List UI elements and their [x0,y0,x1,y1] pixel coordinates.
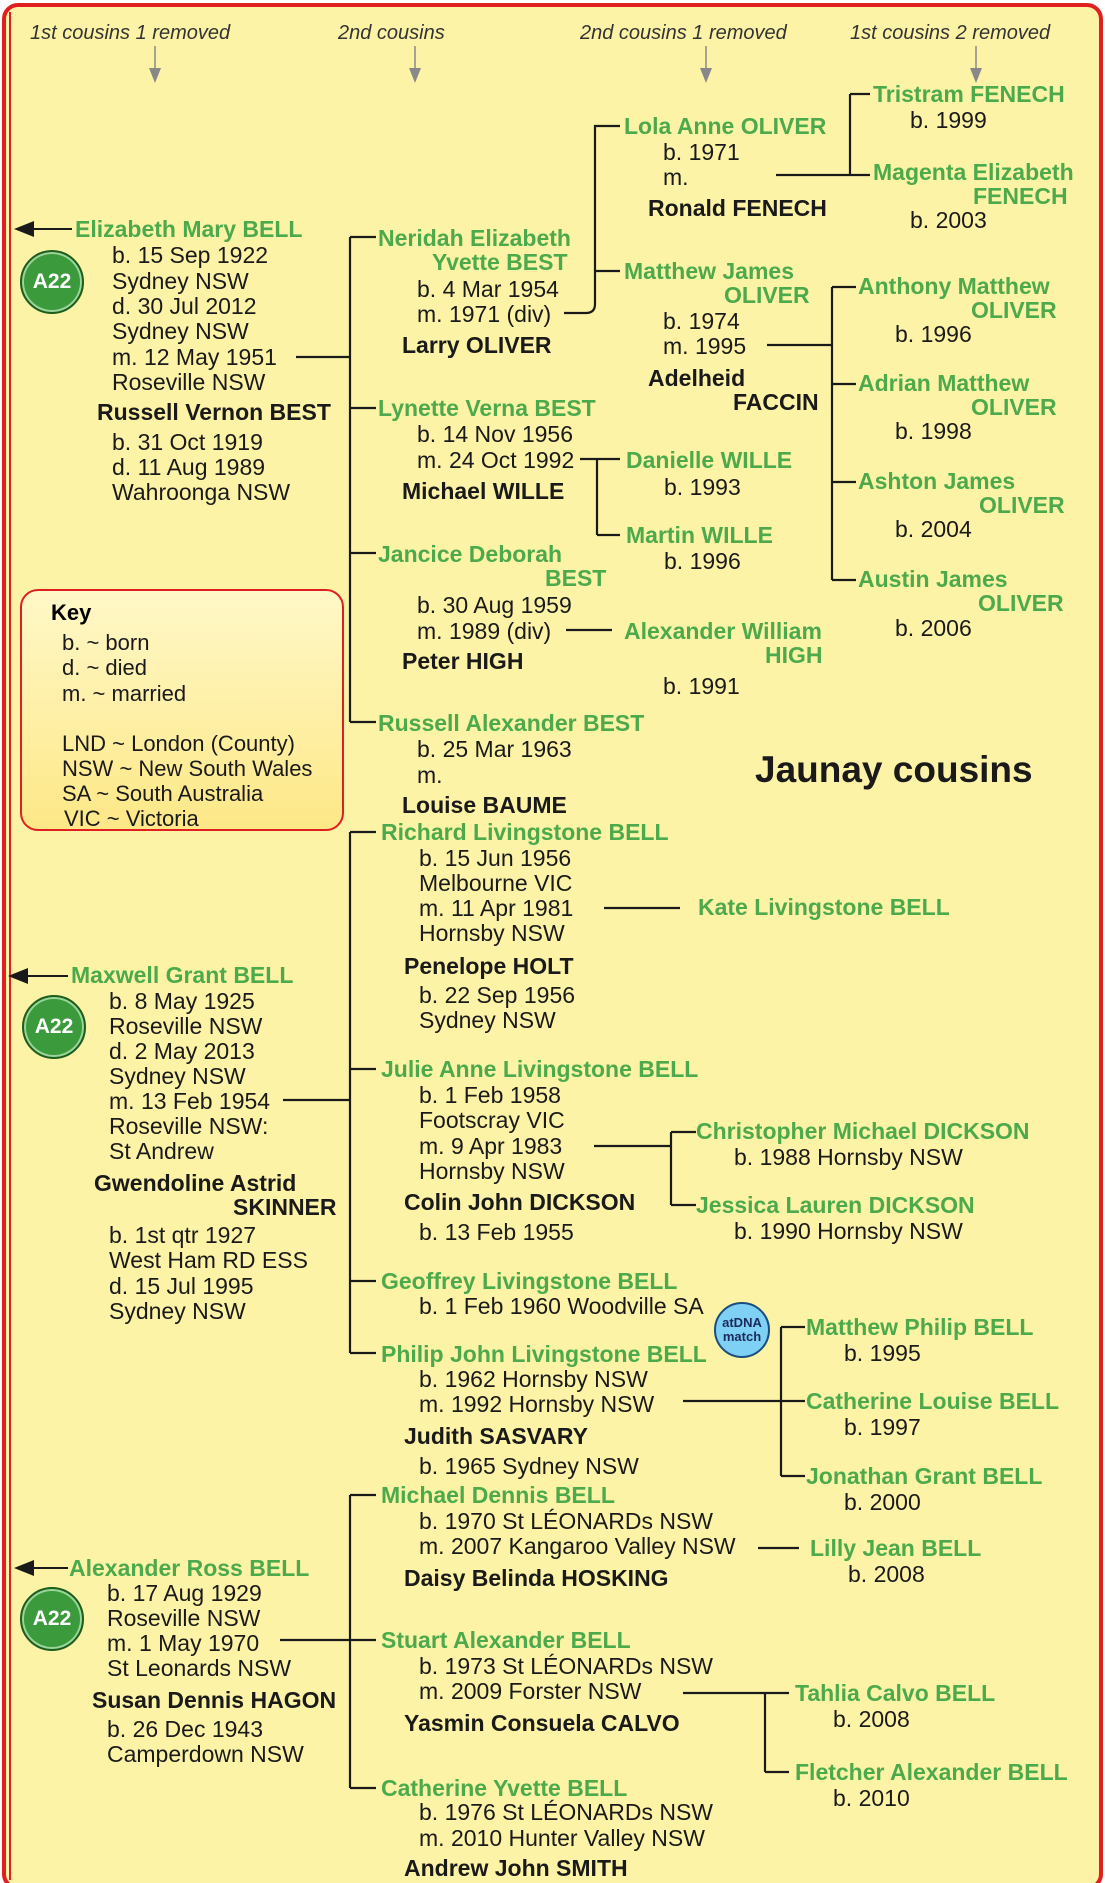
spouse-name: Colin John DICKSON [404,1189,636,1215]
person-name: Tahlia Calvo BELL [795,1680,996,1706]
ancestor-detail: d. 2 May 2013 [109,1038,255,1064]
spouse-name: Michael WILLE [402,478,565,504]
person-detail: b. 1971 [663,139,740,165]
person-name: OLIVER [971,297,1057,323]
spouse-detail: Sydney NSW [419,1007,556,1033]
ancestor-badge: A22 [22,995,86,1059]
person-detail: m. 2010 Hunter Valley NSW [419,1825,705,1851]
chart-title: Jaunay cousins [755,749,1033,790]
spouse-name: Peter HIGH [402,648,524,674]
person-name: Alexander William [624,618,822,644]
person-name: Lynette Verna BEST [378,395,596,421]
ancestor-detail: d. 30 Jul 2012 [112,293,257,319]
person-name: Jonathan Grant BELL [806,1463,1043,1489]
ancestor-detail: b. 17 Aug 1929 [107,1580,262,1606]
person-detail: b. 2000 [844,1489,921,1515]
spouse-name: Ronald FENECH [648,195,827,221]
person-name: Richard Livingstone BELL [381,819,669,845]
person-name: Russell Alexander BEST [378,710,645,736]
person-detail: Melbourne VIC [419,870,573,896]
person-detail: b. 1976 St LÉONARDs NSW [419,1799,713,1825]
person-name: OLIVER [724,282,810,308]
spouse-detail: b. 1965 Sydney NSW [419,1453,639,1479]
person-name: Ashton James [858,468,1016,494]
person-name: Fletcher Alexander BELL [795,1759,1068,1785]
person-detail: Hornsby NSW [419,1158,565,1184]
person-detail: m. 1971 (div) [417,301,552,327]
person-detail: b. 2010 [833,1785,910,1811]
person-detail: b. 1997 [844,1414,921,1440]
spouse-name: Gwendoline Astrid [94,1170,297,1196]
ancestor-detail: St Andrew [109,1138,214,1164]
person-detail: m. 11 Apr 1981 [419,895,574,921]
spouse-detail: b. 26 Dec 1943 [107,1716,264,1742]
key-line: SA ~ South Australia [62,781,264,806]
person-name: Martin WILLE [626,522,773,548]
person-detail: Footscray VIC [419,1107,565,1133]
spouse-name: Larry OLIVER [402,332,552,358]
ancestor-detail: Sydney NSW [112,318,249,344]
spouse-detail: Wahroonga NSW [112,479,291,505]
person-detail: b. 2003 [910,207,987,233]
spouse-name: Adelheid [648,365,746,391]
spouse-detail: Camperdown NSW [107,1741,304,1767]
ancestor-badge: A22 [20,250,84,314]
person-detail: b. 15 Jun 1956 [419,845,572,871]
key-line: LND ~ London (County) [62,731,295,756]
ancestor-detail: Sydney NSW [109,1063,246,1089]
spouse-detail: West Ham RD ESS [109,1247,308,1273]
person-detail: b. 1 Feb 1960 Woodville SA [419,1293,704,1319]
person-name: BEST [545,565,607,591]
person-name: Matthew Philip BELL [806,1314,1034,1340]
ancestor-detail: m. 1 May 1970 [107,1630,260,1656]
person-name: OLIVER [978,590,1064,616]
ancestor-detail: m. 12 May 1951 [112,344,277,370]
person-name: Philip John Livingstone BELL [381,1341,707,1367]
spouse-detail: b. 1st qtr 1927 [109,1222,257,1248]
key-line: VIC ~ Victoria [64,806,199,831]
spouse-name: Susan Dennis HAGON [92,1687,337,1713]
person-detail: b. 1973 St LÉONARDs NSW [419,1653,713,1679]
person-detail: b. 2004 [895,516,972,542]
ancestor-detail: Roseville NSW [112,369,266,395]
person-detail: b. 1990 Hornsby NSW [734,1218,963,1244]
person-name: Yvette BEST [432,249,568,275]
ancestor-name: Elizabeth Mary BELL [75,216,303,242]
person-detail: b. 1970 St LÉONARDs NSW [419,1508,713,1534]
person-detail: b. 2006 [895,615,972,641]
person-name: Neridah Elizabeth [378,225,571,251]
person-name: HIGH [765,642,823,668]
person-name: Danielle WILLE [626,447,793,473]
spouse-name: FACCIN [733,389,819,415]
person-name: Michael Dennis BELL [381,1482,615,1508]
person-name: Catherine Louise BELL [806,1388,1060,1414]
person-detail: m. 2009 Forster NSW [419,1678,642,1704]
person-detail: b. 25 Mar 1963 [417,736,572,762]
person-name: Adrian Matthew [858,370,1030,396]
ancestor-detail: Roseville NSW [107,1605,261,1631]
ancestor-detail: Roseville NSW [109,1013,263,1039]
spouse-detail: b. 22 Sep 1956 [419,982,576,1008]
dna-badge-line: atDNA [722,1315,762,1331]
person-detail: b. 1996 [664,548,741,574]
ancestor-detail: b. 15 Sep 1922 [112,242,269,268]
person-detail: m. 2007 Kangaroo Valley NSW [419,1533,736,1559]
column-header-2nd-cousins: 2nd cousins [338,22,445,44]
person-name: Anthony Matthew [858,273,1050,299]
person-detail: Hornsby NSW [419,920,565,946]
person-detail: m. 9 Apr 1983 [419,1133,563,1159]
ancestor-name: Alexander Ross BELL [69,1555,310,1581]
spouse-name: Russell Vernon BEST [97,399,331,425]
person-name: OLIVER [979,492,1065,518]
spouse-name: Penelope HOLT [404,953,574,979]
person-name: Lola Anne OLIVER [624,113,827,139]
person-detail: b. 2008 [833,1706,910,1732]
ancestor-detail: Sydney NSW [112,268,249,294]
person-detail: b. 14 Nov 1956 [417,421,574,447]
person-name: Magenta Elizabeth [873,159,1074,185]
person-detail: m. 1995 [663,333,747,359]
person-detail: m. 1992 Hornsby NSW [419,1391,655,1417]
person-name: Julie Anne Livingstone BELL [381,1056,699,1082]
person-detail: m. [663,164,689,190]
person-detail: b. 1999 [910,107,987,133]
person-name: Christopher Michael DICKSON [696,1118,1030,1144]
spouse-name: Daisy Belinda HOSKING [404,1565,669,1591]
person-detail: m. 24 Oct 1992 [417,447,575,473]
person-detail: b. 2008 [848,1561,925,1587]
person-detail: b. 1 Feb 1958 [419,1082,561,1108]
person-detail: b. 1996 [895,321,972,347]
ancestor-detail: b. 8 May 1925 [109,988,255,1014]
person-detail: b. 1993 [664,474,741,500]
dna-badge-line: match [722,1329,762,1344]
person-name: Jancice Deborah [378,541,563,567]
ancestor-detail: Roseville NSW: [109,1113,269,1139]
person-name: Austin James [858,566,1008,592]
person-name: FENECH [973,183,1068,209]
person-name: Tristram FENECH [873,81,1065,107]
person-detail: b. 4 Mar 1954 [417,276,559,302]
spouse-name: Louise BAUME [402,792,567,818]
person-detail: b. 1962 Hornsby NSW [419,1366,648,1392]
key-legend [20,589,344,831]
person-detail: b. 1991 [663,673,740,699]
spouse-detail: d. 11 Aug 1989 [112,454,266,480]
person-detail: m. 1989 (div) [417,618,552,644]
spouse-detail: d. 15 Jul 1995 [109,1273,254,1299]
person-detail: m. [417,762,443,788]
column-header-2nd-cousins-1-removed: 2nd cousins 1 removed [580,22,787,44]
spouse-detail: b. 13 Feb 1955 [419,1219,574,1245]
person-name: Matthew James [624,258,795,284]
person-detail: b. 1974 [663,308,740,334]
person-name: Geoffrey Livingstone BELL [381,1268,678,1294]
key-line: b. ~ born [62,630,150,655]
column-header-1st-cousins-2-removed: 1st cousins 2 removed [850,22,1051,44]
ancestor-detail: m. 13 Feb 1954 [109,1088,271,1114]
atdna-match-badge [714,1302,770,1358]
key-line: NSW ~ New South Wales [62,756,313,781]
ancestor-name: Maxwell Grant BELL [71,962,294,988]
spouse-name: Judith SASVARY [404,1423,589,1449]
column-header-1st-cousins-1-removed: 1st cousins 1 removed [30,22,231,44]
ancestor-badge: A22 [20,1587,84,1651]
spouse-detail: b. 31 Oct 1919 [112,429,263,455]
key-line: m. ~ married [62,681,187,706]
person-name: OLIVER [971,394,1057,420]
person-detail: b. 1988 Hornsby NSW [734,1144,963,1170]
key-line: d. ~ died [62,655,148,680]
spouse-detail: Sydney NSW [109,1298,246,1324]
person-name: Catherine Yvette BELL [381,1775,628,1801]
person-detail: b. 1995 [844,1340,921,1366]
spouse-name: Andrew John SMITH [404,1855,628,1881]
person-name: Kate Livingstone BELL [698,894,950,920]
person-name: Lilly Jean BELL [810,1535,982,1561]
spouse-name: Yasmin Consuela CALVO [404,1710,680,1736]
spouse-name: SKINNER [233,1194,337,1220]
person-detail: b. 1998 [895,418,972,444]
key-title: Key [51,600,92,625]
person-name: Stuart Alexander BELL [381,1627,631,1653]
ancestor-detail: St Leonards NSW [107,1655,292,1681]
person-detail: b. 30 Aug 1959 [417,592,572,618]
person-name: Jessica Lauren DICKSON [696,1192,975,1218]
